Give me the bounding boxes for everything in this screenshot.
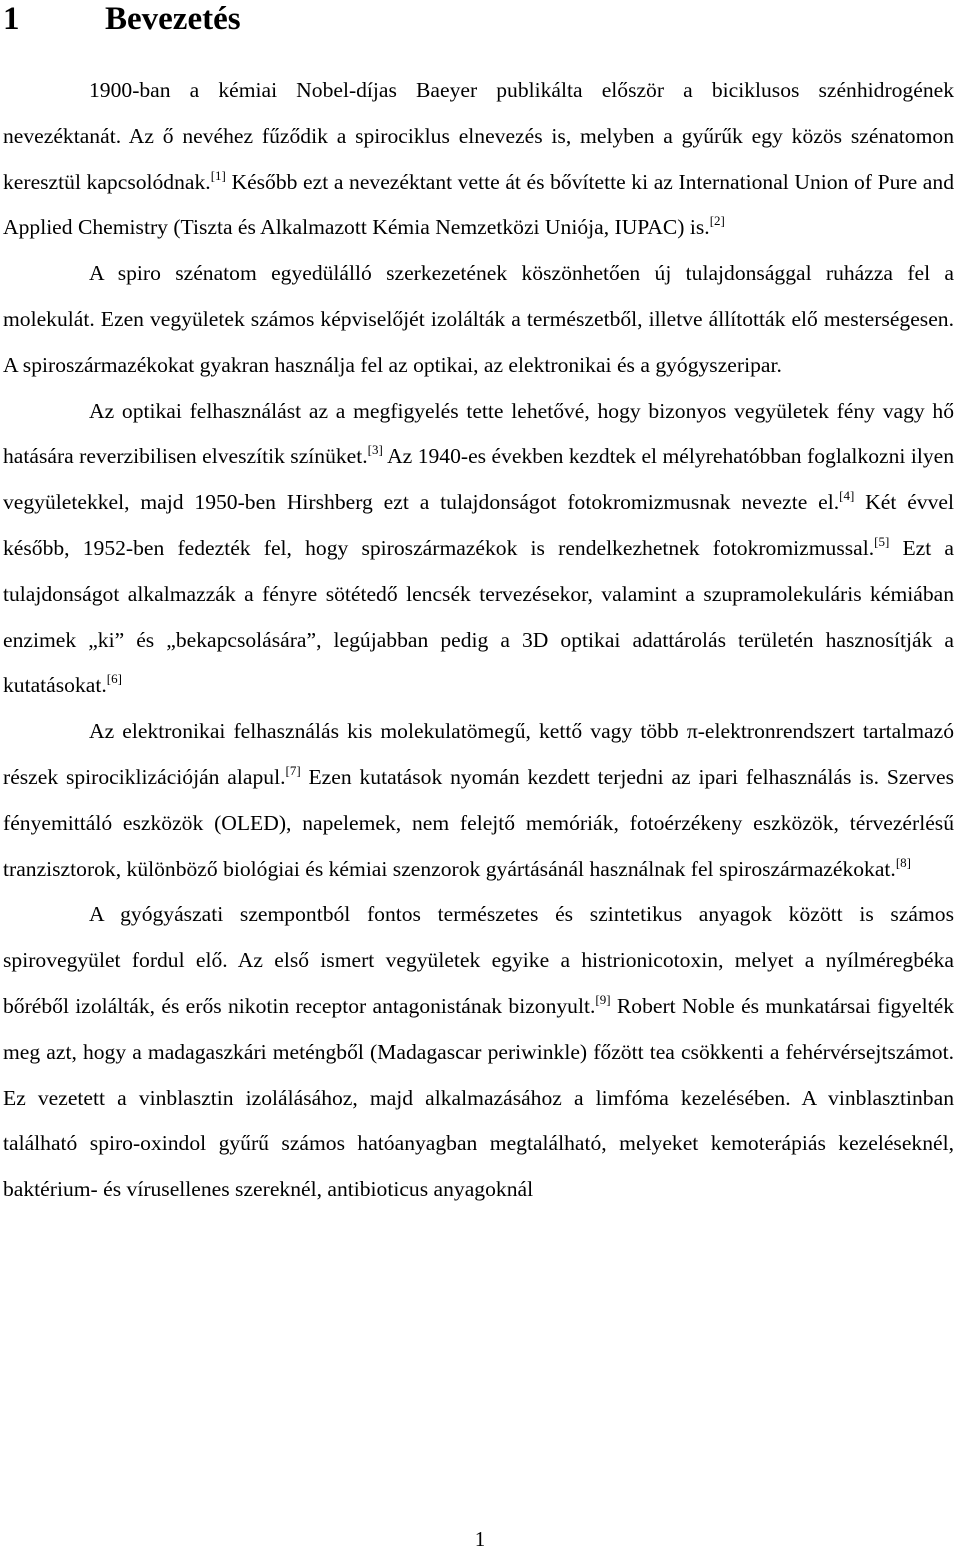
- text-run: A spiro szénatom egyedülálló szerkezetének köszönhetően új tulajdonsággal ruházza fel a molekulát. Ezen vegyületek számos képviselőjét izolálták a természetből, illetve állították elő mesterségesen. A spiroszármazékokat gyakran használja fel az optikai, az elektronikai és a gyógyszeripar.: [3, 261, 954, 377]
- text-run: A gyógyászati szempontból fontos természetes és szintetikus anyagok között is számos spirovegyület fordul elő. Az első ismert vegyületek egyike a histrionicotoxin, melyet a nyílméregbéka bőréből izolálták, és erős nikotin receptor antagonistának bizonyult.: [3, 902, 954, 1018]
- citation-ref: [3]: [367, 442, 383, 458]
- section-title: Bevezetés: [105, 1, 241, 37]
- paragraph-baeyer-nomenclature: [3, 68, 954, 251]
- paragraph-electronic-use: [3, 709, 954, 892]
- section-heading: [3, 0, 954, 38]
- citation-ref: [9]: [595, 991, 611, 1007]
- citation-ref: [6]: [106, 671, 122, 687]
- body-text: [3, 68, 954, 1213]
- text-run: Két évvel később, 1952-ben fedezték fel, hogy spiroszármazékok is rendelkezhetnek fotokromizmussal.: [3, 490, 954, 560]
- section-number: 1: [3, 1, 20, 37]
- citation-ref: [7]: [285, 762, 301, 778]
- text-run: Robert Noble és munkatársai figyelték meg azt, hogy a madagaszkári meténgből (Madagascar periwinkle) főzött tea csökkenti a fehérvérsejtszámot. Ez vezetett a vinblasztin izolálásához, majd alkalmazásához a limfóma kezelésében. A vinblasztinban található spiro-oxindol gyűrű számos hatóanyagban megtalálható, melyeket kemoterápiás kezeléseknél, baktérium- és vírusellenes szereknél, antibioticus anyagoknál: [3, 993, 954, 1202]
- citation-ref: [2]: [709, 213, 725, 229]
- text-run: 1900-ban a kémiai Nobel-díjas Baeyer publikálta először a biciklusos szénhidrogének nevezéktanát. Az ő nevéhez fűződik a spirociklus elnevezés is, melyben a gyűrűk egy közös szénatomon keresztül kapcsolódnak.: [3, 78, 954, 194]
- text-run: Az 1940-es években kezdtek el mélyrehatóbban foglalkozni ilyen vegyületekkel, majd 1950-ben Hirshberg ezt a tulajdonságot fotokromizmusnak nevezte el.: [3, 444, 954, 515]
- text-run: Az elektronikai felhasználás kis molekulatömegű, kettő vagy több π-elektronrendszert tartalmazó részek spirociklizációján alapul.: [3, 719, 954, 789]
- page-number: 1: [474, 1527, 486, 1551]
- paragraph-optical-use: [3, 389, 954, 710]
- text-run: Ezt a tulajdonságot alkalmazzák a fényre sötétedő lencsék tervezésekor, valamint a szupramolekuláris kémiában enzimek „ki” és „bekapcsolására”, legújabban pedig a 3D optikai adattárolás területén hasznosítják a kutatásokat.: [3, 535, 955, 698]
- paragraph-spiro-properties: [3, 251, 954, 388]
- text-run: Az optikai felhasználást az a megfigyelés tette lehetővé, hogy bizonyos vegyületek fény vagy hő hatására reverzibilisen elveszítik színüket.: [3, 398, 954, 469]
- document-page: [3, 0, 954, 1213]
- text-run: Később ezt a nevezéktant vette át és bővítette ki az International Union of Pure and Applied Chemistry (Tiszta és Alkalmazott Kémia Nemzetközi Uniója, IUPAC) is.: [3, 169, 954, 240]
- citation-ref: [8]: [895, 854, 911, 870]
- citation-ref: [5]: [874, 533, 890, 549]
- citation-ref: [4]: [839, 488, 855, 504]
- paragraph-medical-use: [3, 892, 954, 1213]
- text-run: Ezen kutatások nyomán kezdett terjedni az ipari felhasználás is. Szerves fényemittáló eszközök (OLED), napelemek, nem felejtő memóriák, fotoérzékeny eszközök, térvezérlésű tranzisztorok, különböző biológiai és kémiai szenzorok gyártásánál használnak fel spiroszármazékokat.: [3, 764, 954, 881]
- citation-ref: [1]: [210, 167, 226, 183]
